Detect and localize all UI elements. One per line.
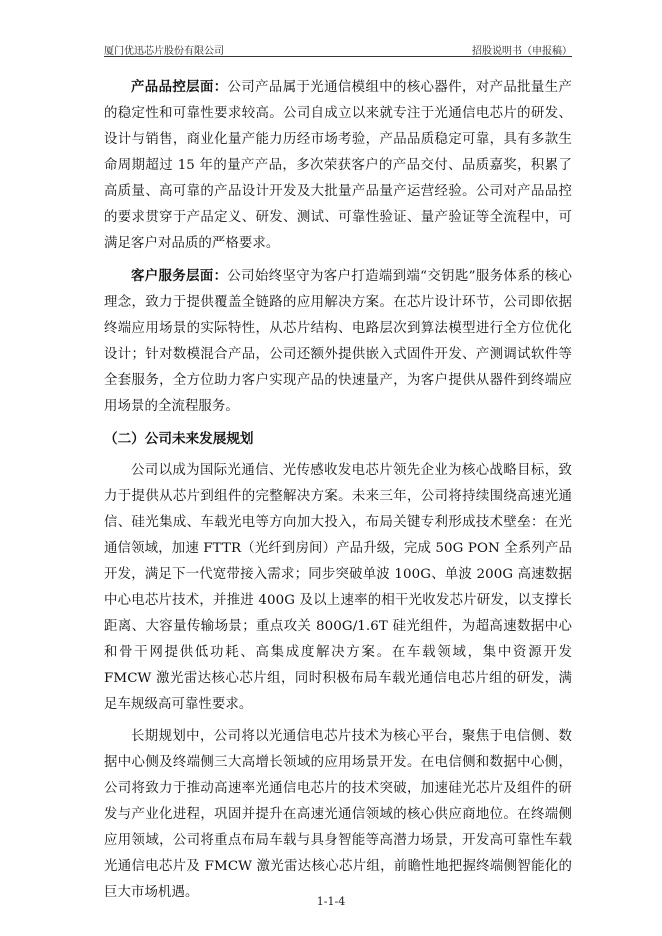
paragraph-text: 公司产品属于光通信模组中的核心器件，对产品批量生产的稳定性和可靠性要求较高。公司自成立以来就专注于光通信电芯片的研发、设计与销售，商业化量产能力历经市场考验，产品品质稳定可靠，具有多款生命周期超过 15 年的量产产品，多次荣获客户的产品交付、品质嘉奖，积累了高质量、高可靠的产品设计开发及大批量产品量产运营经验。公司对产品品控的要求贯穿于产品定义、研发、测试、可靠性验证、量产验证等全流程中，可满足客户对品质的严格要求。 <box>104 80 573 251</box>
paragraph-long-term-plan: 长期规划中，公司将以光通信电芯片技术为核心平台，聚焦于电信侧、数据中心侧及终端侧三大高增长领域的应用场景开发。在电信侧和数据中心侧，公司将致力于推动高速率光通信电芯片的技术突破，加速硅光芯片及组件的研发与产业化进程，巩固并提升在高速光通信领域的核心供应商地位。在终端侧应用领域，公司将重点布局车载与具身智能等高潜力场景，开发高可靠性车载光通信电芯片及 FMCW 激光雷达核心芯片组，前瞻性地把握终端侧智能化的巨大市场机遇。 <box>104 729 572 900</box>
section-title: （二）公司未来发展规划 <box>104 431 254 447</box>
header-company-name: 厦门优迅芯片股份有限公司 <box>104 46 224 57</box>
header-document-title: 招股说明书（申报稿） <box>472 46 572 57</box>
page-number: 1-1-4 <box>316 895 346 908</box>
paragraph-three-year-plan: 公司以成为国际光通信、光传感收发电芯片领先企业为核心战略目标，致力于提供从芯片到组件的完整解决方案。未来三年，公司将持续围绕高速光通信、硅光集成、车载光电等方向加大投入，布局关键专利形成技术壁垒：在光通信领域，加速 FTTR（光纤到房间）产品升级，完成 50G PON 全系列产品开发，满足下一代宽带接入需求；同步突破单波 100G、单波 200G 高速数据中心电芯片技术，并推进 400G 及以上速率的相干光收发芯片研发，以支撑长距离、大容量传输场景；重点攻关 800G/1.6T 硅光组件，为超高速数据中心和骨干网提供低功耗、高集成度解决方案。在车载领域，集中资源开发 FMCW 激光雷达核心芯片组，同时积极布局车载光通信电芯片组的研发，满足车规级高可靠性要求。 <box>104 463 572 712</box>
paragraph-text: 公司始终坚守为客户打造端到端“交钥匙”服务体系的核心理念，致力于提供覆盖全链路的应用解决方案。在芯片设计环节，公司即依据终端应用场景的实际特性，从芯片结构、电路层次到算法模型进行全方位优化设计；针对数模混合产品，公司还额外提供嵌入式固件开发、产测调试软件等全套服务，全方位助力客户实现产品的快速量产，为客户提供从器件到终端应用场景的全流程服务。 <box>104 269 573 414</box>
paragraph-lead: 产品品控层面： <box>131 79 228 95</box>
paragraph-lead: 客户服务层面： <box>131 268 228 284</box>
paragraph-customer-service <box>104 263 572 420</box>
paragraph-product-quality <box>104 74 572 257</box>
page-content <box>104 74 572 912</box>
page-header <box>104 40 572 57</box>
